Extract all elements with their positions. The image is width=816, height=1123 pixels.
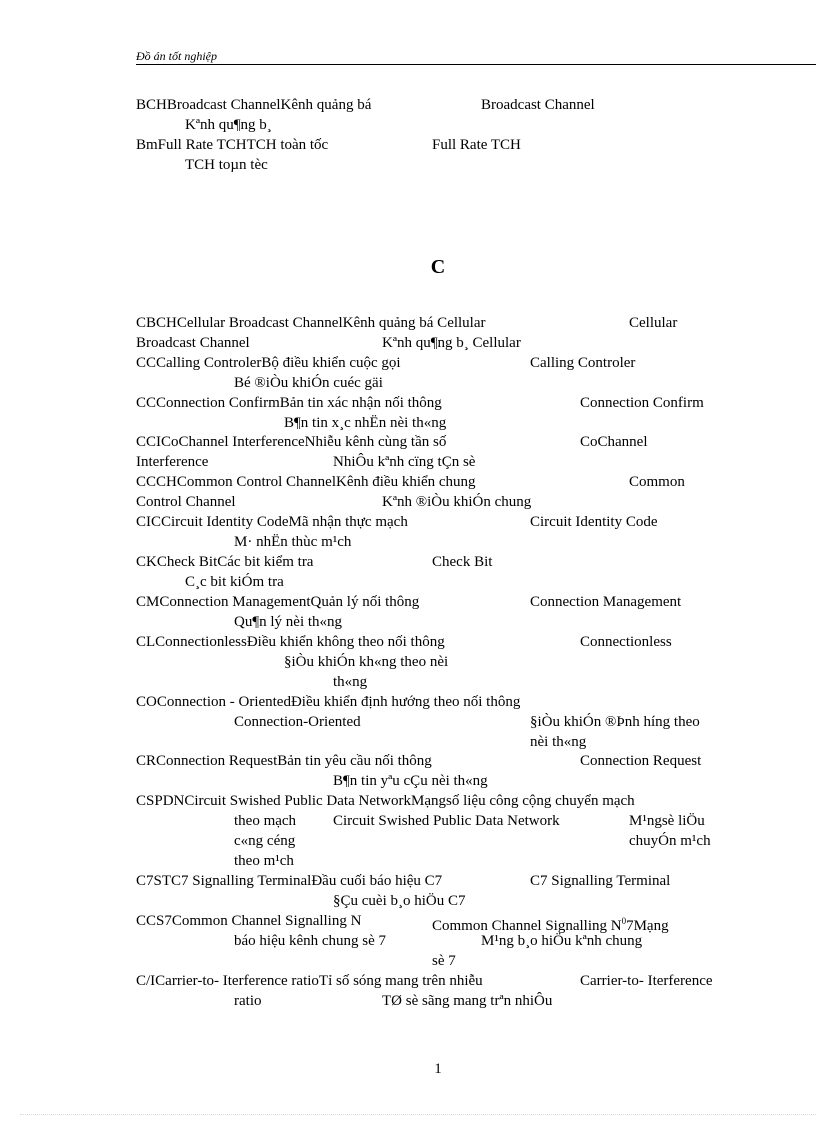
entry-bch-line1: BCHBroadcast ChannelKênh quảng bá (136, 97, 372, 113)
entry-ccs7-line1: CCS7Common Channel Signalling N (136, 913, 362, 929)
header-rule (136, 64, 816, 65)
entry-cr-translation: B¶n tin yªu cÇu nèi th«ng (333, 773, 488, 789)
entry-ccs7-term-tail: 7Mạng (626, 918, 669, 934)
entry-ccs7-superscript: 0 (621, 916, 627, 926)
entry-c7st-line1: C7STC7 Signalling TerminalĐầu cuối báo hiệu C7 (136, 873, 443, 889)
entry-c7st-term: C7 Signalling Terminal (530, 873, 671, 889)
entry-co-translation: §iÒu khiÓn ®Þnh híng theo (530, 714, 700, 730)
entry-co-translation-cont: nèi th«ng (530, 734, 587, 750)
entry-bch-translation: Kªnh qu¶ng b¸ (185, 117, 272, 133)
entry-c7st-translation: §Çu cuèi b¸o hiÖu C7 (333, 893, 466, 909)
entry-cbch-translation: Kªnh qu¶ng b¸ Cellular (382, 335, 521, 351)
entry-bm-term: Full Rate TCH (432, 137, 521, 153)
entry-ccch-line2: Control Channel (136, 494, 236, 510)
entry-cr-line1: CRConnection RequestBản tin yêu cầu nối thông (136, 753, 432, 769)
entry-cspdn-translation-cont: chuyÓn m¹ch (629, 833, 711, 849)
entry-bm-translation: TCH toµn tèc (185, 157, 268, 173)
entry-ci-line2: ratio (234, 993, 262, 1009)
entry-ccch-translation: Kªnh ®iÒu khiÓn chung (382, 494, 532, 510)
entry-ccs7-translation: M¹ng b¸o hiÖu kªnh chung (481, 933, 643, 949)
entry-ccs7-translation-cont: sè 7 (432, 953, 456, 969)
entry-co-line1: COConnection - OrientedĐiều khiển định hướng theo nối thông (136, 694, 521, 710)
entry-cci-term: CoChannel (580, 434, 648, 450)
entry-ccs7-line2: báo hiệu kênh chung sè 7 (234, 933, 387, 949)
entry-cc-confirm-translation: B¶n tin x¸c nhËn nèi th«ng (284, 415, 447, 431)
entry-cic-term: Circuit Identity Code (530, 514, 658, 530)
entry-cci-line1: CCICoChannel InterferenceNhiễu kênh cùng tần số (136, 434, 447, 450)
entry-cm-term: Connection Management (530, 594, 682, 610)
entry-cc-calling-line1: CCCalling ControlerBộ điều khiển cuộc gọi (136, 355, 401, 371)
entry-ccs7-term-text: Common Channel Signalling N (432, 918, 622, 934)
entry-cr-term: Connection Request (580, 753, 702, 769)
entry-cc-confirm-term: Connection Confirm (580, 395, 704, 411)
entry-ck-line1: CKCheck BitCác bit kiểm tra (136, 554, 314, 570)
entry-cc-calling-term: Calling Controler (530, 355, 636, 371)
entry-ci-line1: C/ICarrier-to- Iterference ratioTỉ số sóng mang trên nhiễu (136, 973, 483, 989)
entry-cspdn-line1: CSPDNCircuit Swished Public Data NetworkMạngsố liệu công cộng chuyển mạch (136, 793, 635, 809)
entry-cspdn-translation: M¹ngsè liÖu (629, 813, 705, 829)
entry-cbch-line1: CBCHCellular Broadcast ChannelKênh quảng bá Cellular (136, 315, 486, 331)
entry-cl-line1: CLConnectionlessĐiều khiển không theo nối thông (136, 634, 445, 650)
entry-cbch-term: Cellular (629, 315, 678, 331)
entry-cspdn-line2: theo mạch (234, 813, 297, 829)
entry-cc-calling-translation: Bé ®iÒu khiÓn cuéc gäi (234, 375, 383, 391)
entry-cm-line1: CMConnection ManagementQuản lý nối thông (136, 594, 420, 610)
entry-cm-translation: Qu¶n lý nèi th«ng (234, 614, 343, 630)
entry-cci-translation: NhiÔu kªnh cïng tÇn sè (333, 454, 476, 470)
entry-cl-translation-cont: th«ng (333, 674, 368, 690)
entry-cspdn-term: Circuit Swished Public Data Network (333, 813, 560, 829)
entry-bm-line1: BmFull Rate TCHTCH toàn tốc (136, 137, 329, 153)
entry-ccch-term: Common (629, 474, 685, 490)
entry-cic-line1: CICCircuit Identity CodeMã nhận thực mạch (136, 514, 408, 530)
entry-ci-term: Carrier-to- Iterference (580, 973, 713, 989)
entry-ccch-line1: CCCHCommon Control ChannelKênh điều khiển chung (136, 474, 476, 490)
entry-cci-line2: Interference (136, 454, 209, 470)
entry-cspdn-line4: theo m¹ch (234, 853, 294, 869)
entry-ck-term: Check Bit (432, 554, 493, 570)
entry-cc-confirm-line1: CCConnection ConfirmBản tin xác nhận nối thông (136, 395, 442, 411)
entry-ck-translation: C¸c bit kiÓm tra (185, 574, 284, 590)
section-heading: C (430, 256, 446, 278)
entry-co-term: Connection-Oriented (234, 714, 361, 730)
entry-ci-translation: TØ sè sãng mang trªn nhiÔu (382, 993, 553, 1009)
page-number: 1 (434, 1061, 442, 1077)
entry-bch-term: Broadcast Channel (481, 97, 595, 113)
footer-dotted-rule (20, 1114, 816, 1115)
entry-cl-translation: §iÒu khiÓn kh«ng theo nèi (284, 654, 449, 670)
entry-cl-term: Connectionless (580, 634, 672, 650)
entry-cic-translation: M· nhËn thùc m¹ch (234, 534, 352, 550)
entry-cspdn-line3: c«ng céng (234, 833, 296, 849)
entry-cbch-line2: Broadcast Channel (136, 335, 250, 351)
document-header-title: Đồ án tốt nghiệp (136, 49, 217, 63)
